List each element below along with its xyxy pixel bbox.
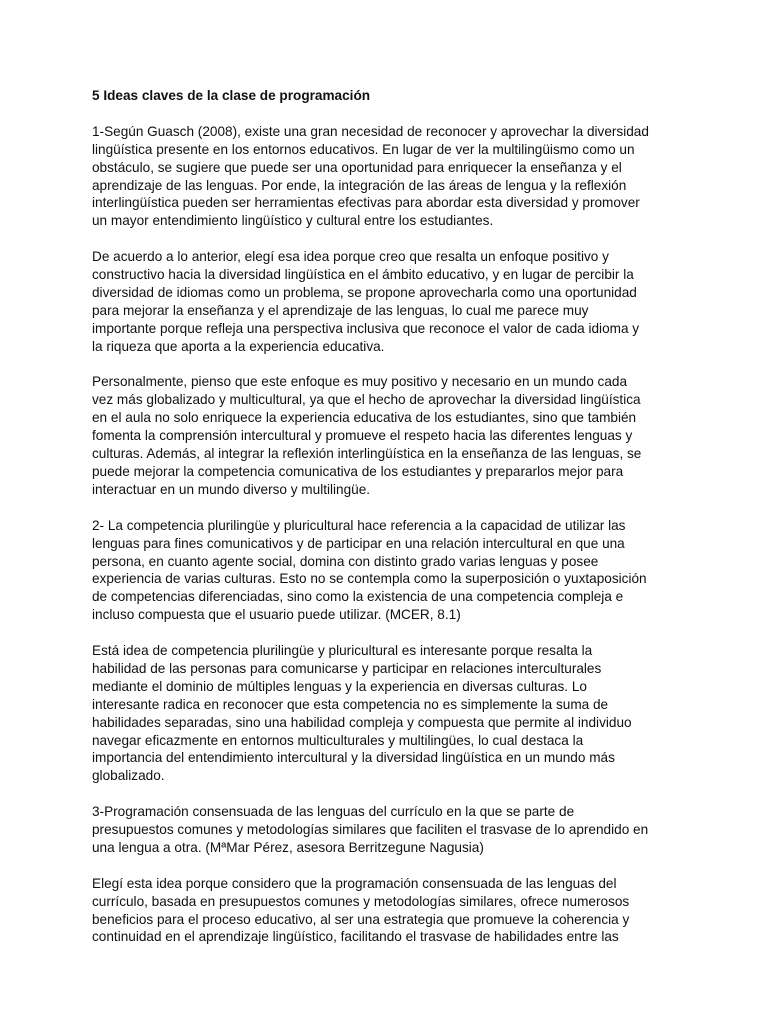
paragraph-idea-1-opinion: Personalmente, pienso que este enfoque es muy positivo y necesario en un mundo cada vez más globalizado y multicultural, ya que el hecho de aprovechar la diversidad lingüística en el aula no solo enriquece la experiencia educativa de los estudiantes, sino que también fomenta la comprensión intercultural y promueve el respeto hacia las diferentes lenguas y culturas. Además, al integrar la reflexión interlingüística en la enseñanza de las lenguas, se puede mejorar la competencia comunicativa de los estudiantes y prepararlos mejor para interactuar en un mundo diverso y multilingüe. xyxy=(92,374,642,497)
paragraph-idea-1: 1-Según Guasch (2008), existe una gran necesidad de reconocer y aprovechar la diversidad lingüística presente en los entornos educativos. En lugar de ver la multilingüismo como un obstáculo, se sugiere que puede ser una oportunidad para enriquecer la enseñanza y el aprendizaje de las lenguas. Por ende, la integración de las áreas de lengua y la reflexión interlingüística pueden ser herramientas efectivas para abordar esta diversidad y promover un mayor entendimiento lingüístico y cultural entre los estudiantes. xyxy=(92,123,649,229)
paragraph-idea-2-reflection: Está idea de competencia plurilingüe y pluricultural es interesante porque resalta la habilidad de las personas para comunicarse y participar en relaciones interculturales mediante el dominio de múltiples lenguas y la experiencia en diversas culturas. Lo interesante radica en reconocer que esta competencia no es simplemente la suma de habilidades separadas, sino una habilidad compleja y compuesta que permite al individuo navegar eficazmente en entornos multiculturales y multilingües, lo cual destaca la importancia del entendimiento intercultural y la diversidad lingüística en un mundo más globalizado. xyxy=(92,643,632,784)
paragraph-idea-3: 3-Programación consensuada de las lenguas del currículo en la que se parte de presupuestos comunes y metodologías similares que faciliten el trasvase de lo aprendido en una lengua a otra. (MªMar Pérez, asesora Berritzegune Nagusia) xyxy=(92,804,649,855)
paragraph-idea-2: 2- La competencia plurilingüe y pluricultural hace referencia a la capacidad de utilizar las lenguas para fines comunicativos y de participar en una relación intercultural en que una persona, en cuanto agente social, domina con distinto grado varias lenguas y posee experiencia de varias culturas. Esto no se contempla como la superposición o yuxtaposición de competencias diferenciadas, sino como la existencia de una competencia compleja e incluso compuesta que el usuario puede utilizar. (MCER, 8.1) xyxy=(92,517,647,623)
paragraph-idea-3-reflection: Elegí esta idea porque considero que la programación consensuada de las lenguas del currículo, basada en presupuestos comunes y metodologías similares, ofrece numerosos beneficios para el proceso educativo, al ser una estrategia que promueve la coherencia y continuidad en el aprendizaje lingüístico, facilitando el trasvase de habilidades entre las xyxy=(92,875,630,945)
document-title: 5 Ideas claves de la clase de programación xyxy=(92,88,371,103)
paragraph-idea-1-reflection: De acuerdo a lo anterior, elegí esa idea porque creo que resalta un enfoque positivo y constructivo hacia la diversidad lingüística en el ámbito educativo, y en lugar de percibir la diversidad de idiomas como un problema, se propone aprovecharla como una oportunidad para mejorar la enseñanza y el aprendizaje de las lenguas, lo cual me parece muy importante porque refleja una perspectiva inclusiva que reconoce el valor de cada idioma y la riqueza que aporta a la experiencia educativa. xyxy=(92,249,640,354)
